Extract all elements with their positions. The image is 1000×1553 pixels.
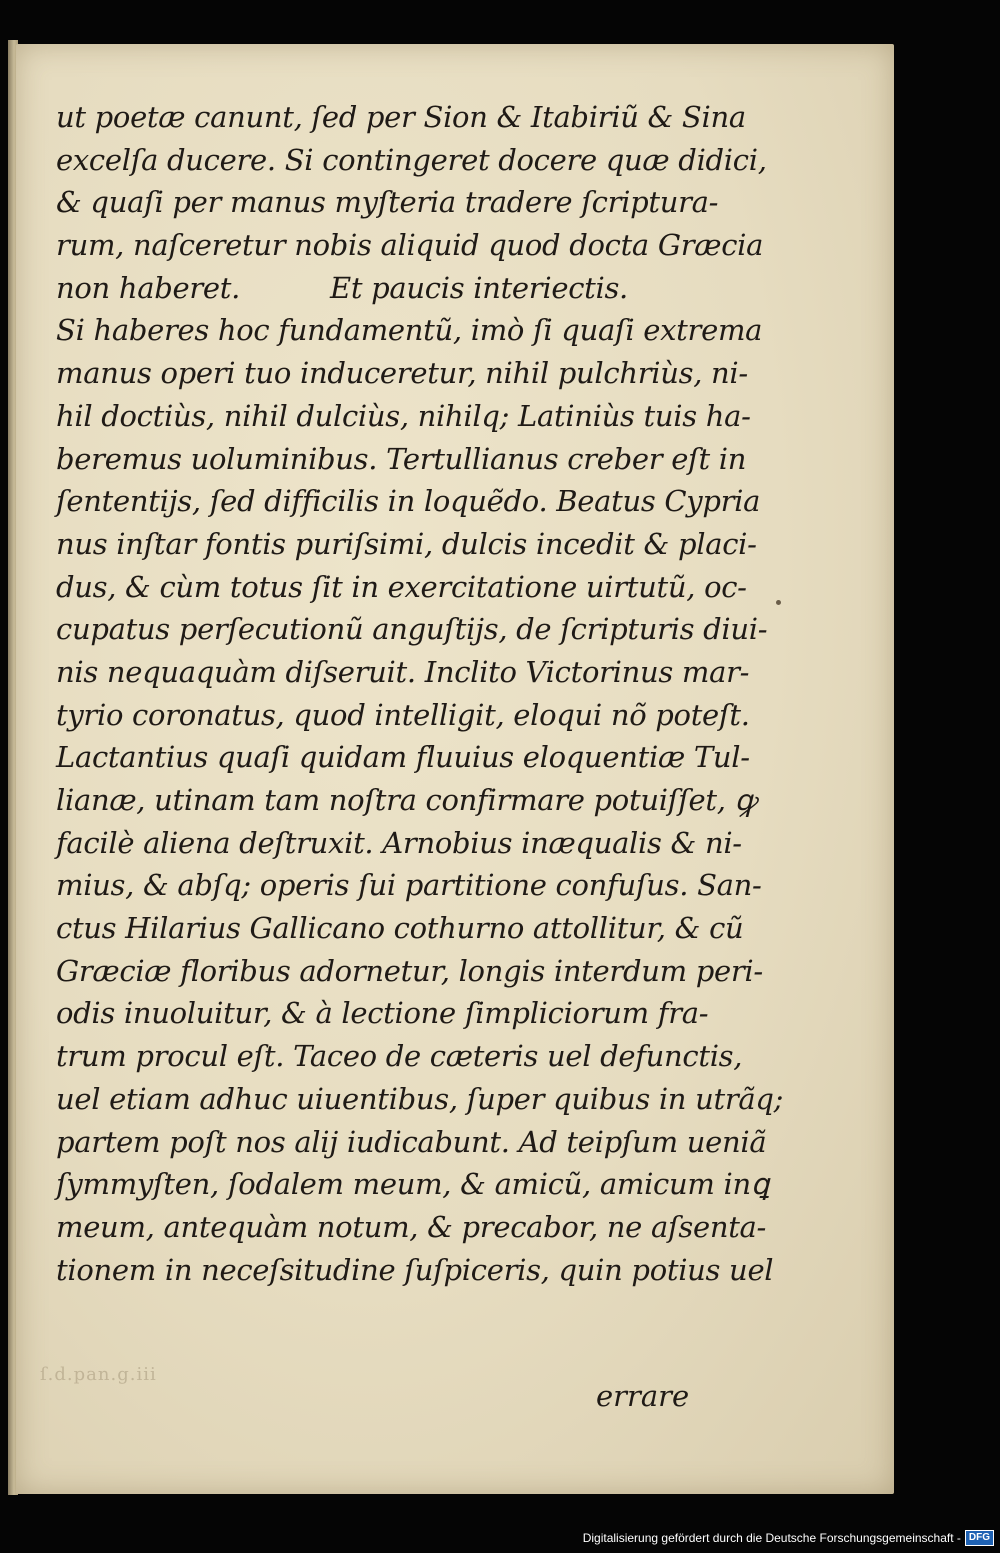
text-line: mius, & abſq; operis ſui partitione confuſus. San- (56, 868, 762, 903)
text-line: lianæ, utinam tam noſtra confirmare potuiſſet, ꝙ (56, 783, 757, 817)
text-line: tyrio coronatus, quod intelligit, eloqui nõ poteſt. (56, 697, 750, 732)
text-line: nus inſtar fontis puriſsimi, dulcis incedit & placi- (56, 526, 757, 561)
text-line: excelſa ducere. Si contingeret docere quæ didici, (56, 142, 767, 177)
text-line: ctus Hilarius Gallicano cothurno attollitur, & cũ (56, 911, 744, 946)
text-line: cupatus perſecutionũ anguſtijs, de ſcripturis diui- (56, 612, 768, 647)
ink-speck (776, 600, 781, 605)
text-line: odis inuoluitur, & à lectione ſimpliciorum fra- (56, 996, 709, 1031)
dfg-logo: DFG (965, 1530, 994, 1546)
text-line: trum procul eſt. Taceo de cæteris uel defunctis, (56, 1039, 743, 1074)
text-line: uel etiam adhuc uiuentibus, ſuper quibus in utrãq; (56, 1081, 784, 1116)
text-line: manus operi tuo induceretur, nihil pulchriùs, ni- (56, 356, 748, 391)
text-line: tionem in neceſsitudine ſuſpiceris, quin potius uel (56, 1252, 774, 1287)
inline-note: Et paucis interiectis. (330, 270, 628, 305)
text-line: ſententijs, ſed difficilis in loquẽdo. Beatus Cypria (56, 484, 761, 519)
text-line: facilè aliena deſtruxit. Arnobius inæqualis & ni- (56, 825, 742, 860)
scanned-page (16, 44, 894, 1494)
text-line: & quaſi per manus myſteria tradere ſcriptura- (56, 185, 719, 220)
text-line (56, 267, 716, 310)
text-line: Si haberes hoc fundamentũ, imò ſi quaſi extrema (56, 313, 763, 348)
text-line: Lactantius quaſi quidam fluuius eloquentiæ Tul- (56, 740, 750, 775)
footer-credit (583, 1527, 994, 1549)
text-line: meum, antequàm notum, & precabor, ne aſsenta- (56, 1209, 767, 1244)
text-line: ſymmyſten, ſodalem meum, & amicũ, amicum inꝗ (56, 1167, 769, 1202)
text-line: Græciæ floribus adornetur, longis interdum peri- (56, 953, 763, 988)
text-line: dus, & cùm totus ſit in exercitatione uirtutũ, oc- (56, 569, 747, 604)
text-line: hil doctiùs, nihil dulciùs, nihilq; Latiniùs tuis ha- (56, 398, 751, 433)
page-text (56, 96, 784, 1291)
text-line: rum, naſceretur nobis aliquid quod docta Græcia (56, 228, 764, 263)
footer-text: Digitalisierung gefördert durch die Deutsche Forschungsgemeinschaft - (582, 1531, 961, 1545)
text-fragment: non haberet. (56, 270, 241, 305)
catchword: errare (596, 1379, 690, 1413)
text-line: ut poetæ canunt, ſed per Sion & Itabiriũ & Sina (56, 100, 746, 134)
text-line: partem poſt nos alij iudicabunt. Ad teipſum ueniã (56, 1124, 767, 1159)
text-line: beremus uoluminibus. Tertullianus creber eſt in (56, 441, 747, 476)
text-line: nis nequaquàm diſseruit. Inclito Victorinus mar- (56, 654, 750, 689)
bleed-through-text: ſ.d.pan.g.iii (40, 1364, 157, 1385)
